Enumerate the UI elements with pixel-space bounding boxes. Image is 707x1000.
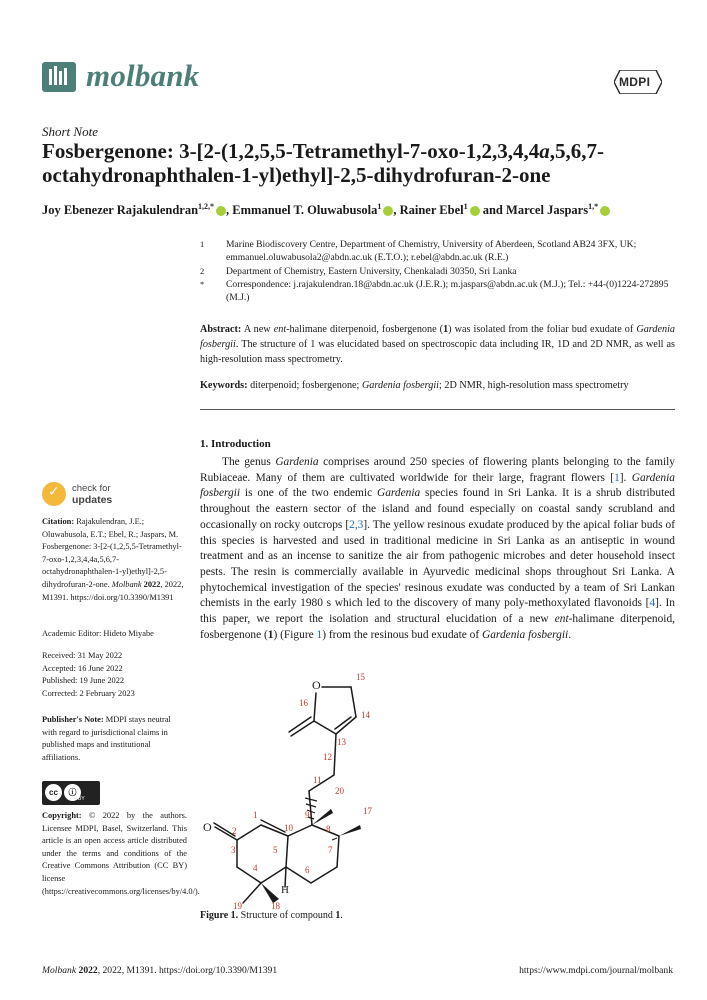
oxygen-label: O (312, 678, 321, 692)
author-name[interactable]: Rainer Ebel (399, 203, 464, 218)
keywords: Keywords: diterpenoid; fosbergenone; Gardenia fosbergii; 2D NMR, high-resolution mass spectrometry (200, 380, 629, 391)
atom-label: 10 (284, 823, 293, 833)
author-list: Joy Ebenezer Rajakulendran$^{1,2,*}$ , Emmanuel T. Oluwabusola$^1$ , Rainer Ebel$^1$ and Marcel Jaspars$^{1,*}$ (42, 199, 682, 218)
author-name[interactable]: Joy Ebenezer Rajakulendran (42, 203, 199, 218)
chemical-structure-diagram (195, 665, 395, 910)
atom-label: 18 (271, 901, 280, 910)
atom-label: 1 (253, 810, 258, 820)
publication-dates: Received: 31 May 2022 Accepted: 16 June 2022 Published: 19 June 2022 Corrected: 2 February 2023 (42, 651, 135, 698)
atom-label: 11 (313, 775, 322, 785)
atom-label: 9 (305, 810, 310, 820)
affiliation: * Correspondence: j.rajakulendran.18@abdn.ac.uk (J.E.R.); m.jaspars@abdn.ac.uk (M.J.); Tel.: +44-(0)1224-272895 (M.J.) (200, 278, 669, 304)
journal-name[interactable]: molbank (86, 58, 200, 93)
abstract: Abstract: A new ent-halimane diterpenoid, fosbergenone (1) was isolated from the foliar bud exudate of Gardenia fosbergii. The structure of 1 was elucidated based on spectroscopic data including IR, 1D and 2D NMR, as well as high-resolution mass spectrometry. (200, 324, 676, 365)
footer-citation: Molbank 2022, 2022, M1391. https://doi.org/10.3390/M1391 (42, 965, 278, 976)
atom-label: 2 (232, 826, 237, 836)
reference-link[interactable]: 4 (649, 597, 656, 610)
oxygen-label: O (203, 820, 212, 834)
atom-label: 3 (231, 845, 236, 855)
affiliation: 1 Marine Biodiscovery Centre, Department of Chemistry, University of Aberdeen, Scotland AB24 3FX, UK; emmanuel.oluwabusola2@abdn.ac.uk (E.T.O.); r.ebel@abdn.ac.uk (R.E.) (200, 239, 637, 264)
atom-label: 6 (305, 865, 310, 875)
molbank-logo-icon (42, 62, 76, 92)
orcid-icon[interactable] (600, 206, 610, 216)
check-for-updates-button[interactable]: ✓ check for updates (42, 480, 162, 510)
orcid-icon[interactable] (216, 206, 226, 216)
reference-link[interactable]: 2,3 (349, 518, 364, 531)
introduction-text: The genus Gardenia comprises around 250 species of flowering plants belonging to the family Rubiaceae. Many of them are cultivated worldwide for their large, fragrant flowers [1]. Gardenia fosbergii is one of the two endemic Gardenia species found in Sri Lanka. It is a shrub distributed throughout the eastern sector of the island and found especially on coastal sandy scrubland and occasionally on rocky outcrops [2,3]. The yellow resinous exudate produced by the apical foliar buds of this species is harvested and used in traditional medicine in Sri Lanka as an antiseptic in wound treatment and as an incense to sanitize the air from pathogenic microbes and deter household insect pests. The resin is commercially available in Ayurvedic medicinal shops throughout Sri Lanka. A phytochemical investigation of the species' resinous exudate was conducted by a team of Sri Lankan chemists in the early 1980 s which led to the discovery of many poly-methoxylated flavonoids [4]. In this paper, we report the isolation and structural elucidation of a new ent-halimane diterpenoid, fosbergenone (1) (Figure 1) from the resinous bud exudate of Gardenia fosbergii. (200, 456, 676, 641)
affiliation: 2 Department of Chemistry, Eastern University, Chenkaladi 30350, Sri Lanka (200, 265, 517, 277)
citation: Citation: Rajakulendran, J.E.; Oluwabusola, E.T.; Ebel, R.; Jaspars, M. Fosbergenone: 3-[2-(1,2,5,5-Tetramethyl-7-oxo-1,2,3,4,4a,5,6,7-octahydronaphthalen-1-yl)ethyl]-2,5-dihydrofuran-2-one. Molbank 2022, 2022, M1391. https://doi.org/10.3390/M1391 (42, 517, 184, 602)
atom-label: 5 (273, 845, 278, 855)
atom-label: 20 (335, 786, 344, 796)
check-icon: ✓ (42, 482, 66, 506)
cc-by-license-icon[interactable]: cc ⓘ BY (42, 781, 100, 805)
orcid-icon[interactable] (383, 206, 393, 216)
atom-label: 14 (361, 710, 370, 720)
section-divider (200, 409, 675, 410)
atom-label: 16 (299, 698, 308, 708)
atom-label: 15 (356, 672, 365, 682)
figure-link[interactable]: 1 (316, 628, 323, 641)
orcid-icon[interactable] (470, 206, 480, 216)
affiliations (200, 238, 675, 304)
atom-label: 4 (253, 863, 258, 873)
publisher-note: Publisher's Note: MDPI stays neutral with regard to jurisdictional claims in published maps and institutional affiliations. (42, 715, 171, 762)
atom-label: 17 (363, 806, 372, 816)
cc-by-label: BY (78, 796, 85, 802)
footer-journal-link[interactable]: https://www.mdpi.com/journal/molbank (519, 965, 673, 976)
atom-label: 7 (328, 845, 333, 855)
author-name[interactable]: Emmanuel T. Oluwabusola (232, 203, 378, 218)
atom-label: 13 (337, 737, 346, 747)
article-title: Fosbergenone: 3-[2-(1,2,5,5-Tetramethyl-7-oxo-1,2,3,4,4a,5,6,7-octahydronaphthalen-1-yl)ethyl]-2,5-dihydrofuran-2-one (42, 139, 605, 187)
hydrogen-label: H (281, 884, 289, 896)
section-title: 1. Introduction (200, 438, 271, 450)
reference-link[interactable]: 1 (614, 471, 620, 484)
author-name[interactable]: Marcel Jaspars (506, 203, 589, 218)
mdpi-logo[interactable] (614, 70, 662, 94)
figure-caption: Figure 1. Structure of compound 1. (200, 910, 343, 921)
mdpi-label: MDPI (619, 75, 651, 89)
atom-label: 12 (323, 752, 332, 762)
article-type: Short Note (42, 124, 98, 139)
atom-label: 8 (326, 824, 331, 834)
academic-editor: Academic Editor: Hideto Miyabe (42, 629, 154, 638)
atom-label: 19 (233, 901, 242, 910)
copyright: Copyright: © 2022 by the authors. Licensee MDPI, Basel, Switzerland. This article is an open access article distributed under the terms and conditions of the Creative Commons Attribution (CC BY) license (https://creativecommons.org/licenses/by/4.0/). (42, 811, 200, 896)
